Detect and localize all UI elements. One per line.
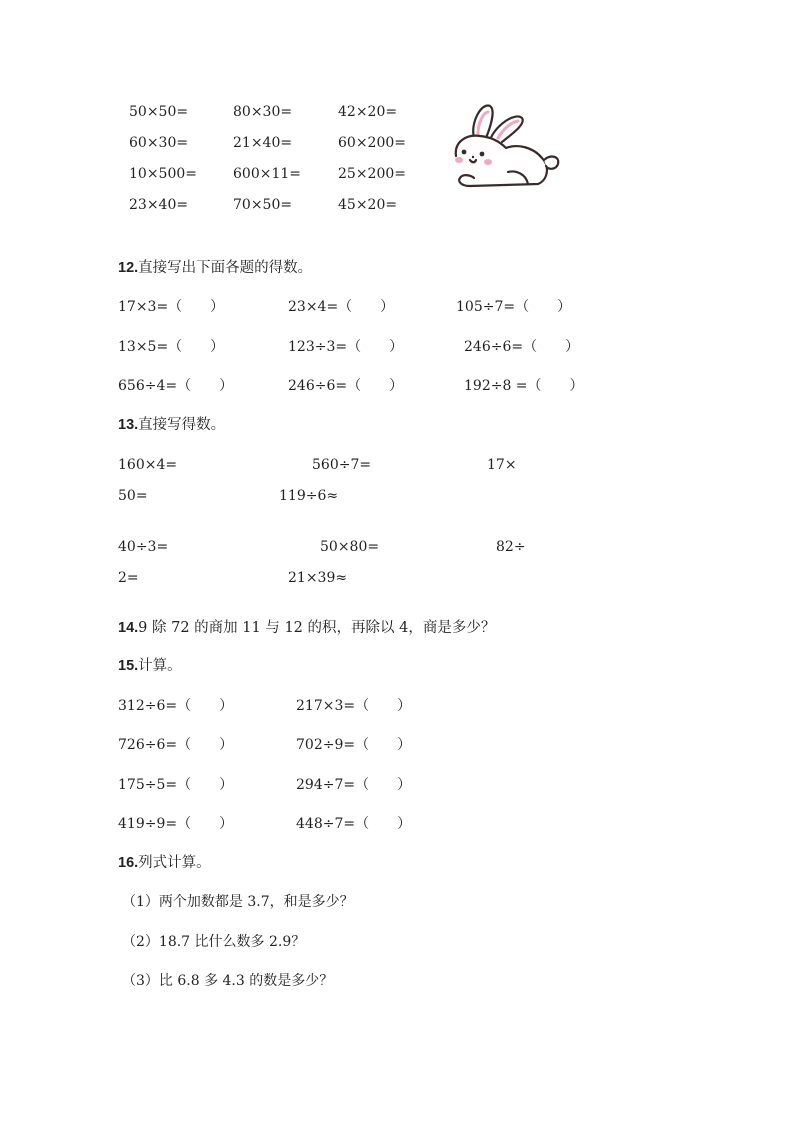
question-title: 直接写得数。 <box>138 417 226 433</box>
question-heading <box>118 657 182 675</box>
sub-question: （1）两个加数都是 3.7，和是多少？ <box>122 894 354 910</box>
expression: 600×11= <box>233 166 301 182</box>
expression: 560÷7= <box>312 457 372 473</box>
answer-blank-expression: 656÷4=（ ） <box>118 378 234 394</box>
answer-blank-expression: 312÷6=（ ） <box>118 698 234 714</box>
answer-blank-expression: 448÷7=（ ） <box>296 816 412 832</box>
expression: 23×40= <box>129 197 189 213</box>
question-text: 9 除 72 的商加 11 与 12 的积，再除以 4，商是多少？ <box>138 620 496 636</box>
answer-blank-expression: 246÷6=（ ） <box>464 339 580 355</box>
rabbit-illustration <box>446 100 566 192</box>
expression: 42×20= <box>338 104 398 120</box>
expression: 17× <box>487 457 517 473</box>
question-number: 15. <box>118 658 139 674</box>
expression: 21×40= <box>233 135 293 151</box>
answer-blank-expression: 217×3=（ ） <box>296 698 412 714</box>
expression: 50×50= <box>129 104 189 120</box>
sub-question: （3）比 6.8 多 4.3 的数是多少？ <box>122 973 334 989</box>
expression: 70×50= <box>233 197 293 213</box>
sub-question: （2）18.7 比什么数多 2.9？ <box>122 934 306 950</box>
expression: 50×80= <box>320 539 380 555</box>
answer-blank-expression: 419÷9=（ ） <box>118 816 234 832</box>
answer-blank-expression: 294÷7=（ ） <box>296 777 412 793</box>
question-heading <box>118 854 211 872</box>
expression: 45×20= <box>338 197 398 213</box>
question-heading <box>118 416 225 434</box>
answer-blank-expression: 13×5=（ ） <box>118 339 225 355</box>
question-14 <box>118 619 495 637</box>
answer-blank-expression: 123÷3=（ ） <box>288 339 404 355</box>
expression: 82÷ <box>496 539 526 555</box>
expression: 40÷3= <box>118 539 169 555</box>
expression: 2= <box>118 570 139 586</box>
question-title: 列式计算。 <box>138 855 211 871</box>
expression: 119÷6≈ <box>279 488 339 504</box>
answer-blank-expression: 175÷5=（ ） <box>118 777 234 793</box>
question-title: 计算。 <box>138 658 182 674</box>
question-number: 12. <box>118 260 139 276</box>
expression: 10×500= <box>129 166 197 182</box>
question-number: 13. <box>118 417 139 433</box>
question-heading <box>118 259 312 277</box>
expression: 25×200= <box>338 166 406 182</box>
expression: 21×39≈ <box>288 570 348 586</box>
question-number: 14. <box>118 620 139 636</box>
answer-blank-expression: 246÷6=（ ） <box>288 378 404 394</box>
question-number: 16. <box>118 855 139 871</box>
expression: 80×30= <box>233 104 293 120</box>
answer-blank-expression: 192÷8 =（ ） <box>464 378 584 394</box>
expression: 160×4= <box>118 457 178 473</box>
answer-blank-expression: 702÷9=（ ） <box>296 737 412 753</box>
expression: 50= <box>118 488 148 504</box>
answer-blank-expression: 23×4=（ ） <box>288 299 395 315</box>
expression: 60×30= <box>129 135 189 151</box>
expression: 60×200= <box>338 135 406 151</box>
question-title: 直接写出下面各题的得数。 <box>138 260 313 276</box>
answer-blank-expression: 17×3=（ ） <box>118 299 225 315</box>
answer-blank-expression: 105÷7=（ ） <box>456 299 572 315</box>
answer-blank-expression: 726÷6=（ ） <box>118 737 234 753</box>
